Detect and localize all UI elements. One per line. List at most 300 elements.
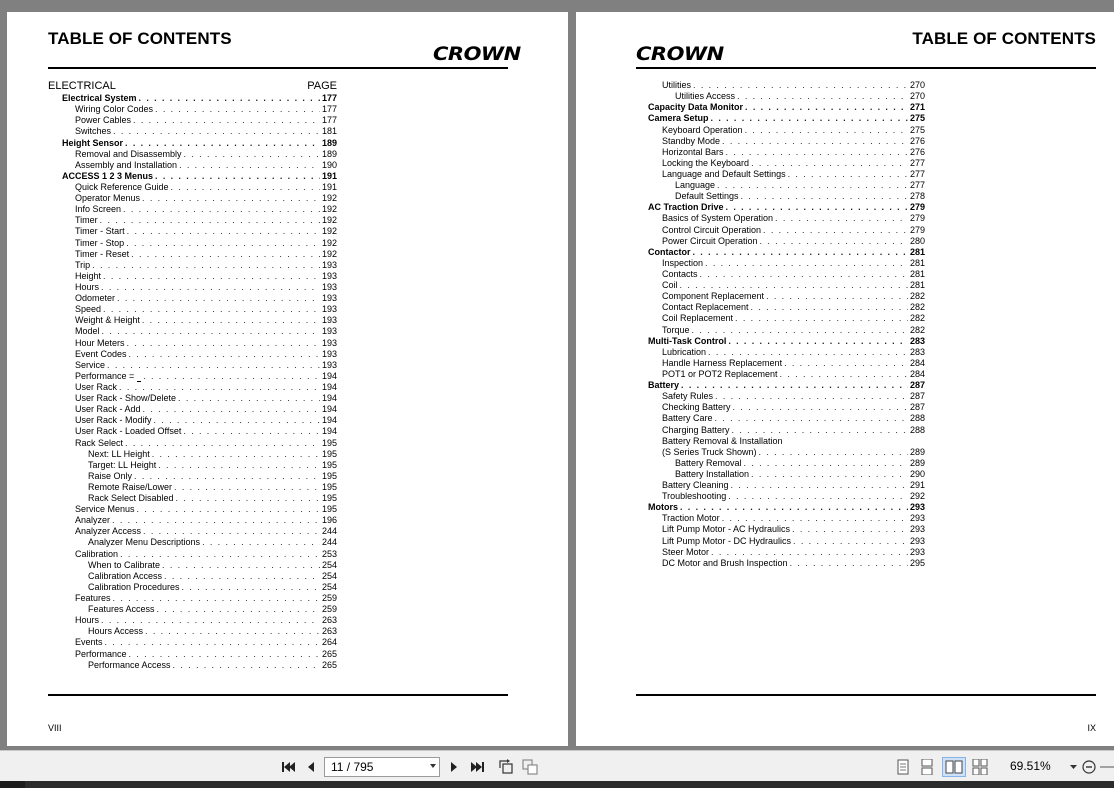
toc-entry-page: 254	[321, 559, 337, 570]
dot-leader	[143, 404, 320, 415]
toc-entry-page: 193	[321, 326, 337, 337]
toc-entry[interactable]	[48, 471, 337, 482]
toc-entry-title: AC Traction Drive	[648, 202, 724, 213]
toc-entry-title: Trip	[75, 259, 91, 270]
toc-entry[interactable]	[648, 302, 925, 313]
toc-entry-title: Wiring Color Codes	[75, 104, 154, 115]
toc-entry[interactable]	[648, 524, 925, 535]
toc-entry-title: Timer	[75, 215, 98, 226]
toc-entry[interactable]	[648, 247, 925, 258]
toc-entry-page: 194	[321, 426, 337, 437]
toc-entry[interactable]	[48, 526, 337, 537]
next-page-icon[interactable]	[446, 757, 462, 777]
toc-entry-title: Analyzer Menu Descriptions	[88, 537, 201, 548]
toc-entry[interactable]	[648, 236, 925, 247]
crown-logo: CROWN	[433, 43, 521, 65]
dot-leader	[127, 338, 320, 349]
toc-entry[interactable]	[648, 413, 925, 424]
toc-entry-page: 195	[321, 437, 337, 448]
toc-entry[interactable]	[48, 149, 337, 160]
toc-entry-page: 244	[321, 537, 337, 548]
dot-leader	[123, 204, 320, 215]
toc-entry-page: 194	[321, 370, 337, 381]
toc-entry[interactable]	[648, 180, 925, 191]
section-title: ELECTRICAL	[48, 80, 116, 92]
toc-entry-title: Language and Default Settings	[662, 168, 786, 179]
toc-entry[interactable]	[648, 324, 925, 335]
toc-entry[interactable]	[48, 604, 337, 615]
toc-entry-page: 271	[909, 102, 925, 113]
toc-entry-page: 193	[321, 293, 337, 304]
page-number: VIII	[48, 723, 62, 733]
toc-entry-page: 289	[909, 457, 925, 468]
dot-leader	[680, 502, 908, 513]
dot-leader	[728, 491, 908, 502]
dot-leader	[760, 236, 908, 247]
toc-entry[interactable]	[648, 191, 925, 202]
toc-entry-title: Operator Menus	[75, 193, 141, 204]
dot-leader	[705, 258, 908, 269]
page-number-field[interactable]	[324, 757, 440, 777]
dot-leader	[711, 113, 908, 124]
toc-entry-title: Speed	[75, 304, 102, 315]
toc-entry-title: Calibration Access	[88, 570, 163, 581]
toc-entry[interactable]	[648, 424, 925, 435]
toc-entry[interactable]	[648, 502, 925, 513]
toc-entry[interactable]	[648, 80, 925, 91]
toc-entry-title: Calibration	[75, 548, 119, 559]
toc-entry[interactable]	[648, 258, 925, 269]
toc-entry[interactable]	[648, 513, 925, 524]
toc-entry[interactable]	[648, 280, 925, 291]
toc-entry[interactable]	[48, 326, 337, 337]
toc-entry-title: Performance Access	[88, 659, 171, 670]
toc-entry[interactable]	[48, 637, 337, 648]
toc-entry[interactable]	[648, 158, 925, 169]
toc-entry[interactable]	[648, 313, 925, 324]
dot-leader	[726, 147, 908, 158]
toc-entry[interactable]	[48, 104, 337, 115]
dot-leader	[92, 260, 320, 271]
dot-leader	[184, 149, 320, 160]
toc-entry-title: Hours	[75, 615, 100, 626]
dot-leader	[693, 80, 908, 91]
toc-entry-page: 293	[909, 502, 925, 513]
toc-entry-page: 195	[321, 493, 337, 504]
toc-entry-page: 191	[321, 170, 337, 181]
toc-entry[interactable]	[648, 402, 925, 413]
toc-entry[interactable]	[648, 202, 925, 213]
dot-leader	[154, 415, 320, 426]
toc-entry-page: 177	[321, 104, 337, 115]
toc-entry-page: 193	[321, 359, 337, 370]
previous-page-icon[interactable]	[303, 757, 319, 777]
toc-entry[interactable]	[48, 337, 337, 348]
toc-entry[interactable]	[48, 515, 337, 526]
toc-entry-title: Power Circuit Operation	[662, 235, 758, 246]
toc-entry-title: Lubrication	[662, 346, 707, 357]
toc-entry[interactable]	[648, 113, 925, 124]
dot-leader	[100, 215, 320, 226]
toc-entry-title: Battery Removal	[675, 457, 742, 468]
single-page-icon[interactable]	[894, 757, 912, 777]
toc-entry-page: 259	[321, 593, 337, 604]
toc-entry-page: 193	[321, 259, 337, 270]
dot-leader	[681, 380, 908, 391]
section-heading	[48, 80, 337, 92]
toc-entry-page: 281	[909, 268, 925, 279]
toc-entry[interactable]	[648, 380, 925, 391]
toc-entry-page: 265	[321, 648, 337, 659]
facing-pages-icon[interactable]	[942, 757, 966, 777]
dot-leader	[129, 649, 320, 660]
page-title: TABLE OF CONTENTS	[48, 29, 232, 48]
dot-leader	[790, 558, 908, 569]
toc-entry[interactable]	[648, 469, 925, 480]
toc-entry-title: Features	[75, 593, 111, 604]
toc-entry[interactable]	[648, 224, 925, 235]
toc-list	[48, 93, 337, 671]
toc-entry[interactable]	[48, 460, 337, 471]
toc-entry[interactable]	[48, 660, 337, 671]
toc-entry-page: 293	[909, 535, 925, 546]
dot-leader	[155, 171, 320, 182]
dot-leader	[741, 191, 908, 202]
continuous-icon[interactable]	[918, 757, 936, 777]
dot-leader	[120, 549, 320, 560]
toc-entry[interactable]	[648, 291, 925, 302]
toc-entry-page: 192	[321, 215, 337, 226]
toc-entry-page: 290	[909, 468, 925, 479]
dot-leader	[103, 271, 320, 282]
dot-leader	[744, 458, 908, 469]
toc-entry-title: Safety Rules	[662, 391, 714, 402]
toc-entry[interactable]	[48, 582, 337, 593]
dot-leader	[162, 560, 320, 571]
toc-entry[interactable]	[648, 347, 925, 358]
toc-entry-title: Contactor	[648, 246, 691, 257]
toc-entry[interactable]	[48, 426, 337, 437]
dot-leader	[792, 524, 908, 535]
toc-entry-title: Utilities	[662, 80, 692, 91]
toc-entry-page: 263	[321, 626, 337, 637]
dot-leader	[202, 537, 320, 548]
toc-entry-title: Next: LL Height	[88, 448, 150, 459]
dot-leader	[788, 169, 908, 180]
toc-entry-title: Utilities Access	[675, 91, 736, 102]
toc-entry-title: Battery Installation	[675, 468, 750, 479]
last-page-icon[interactable]	[469, 757, 487, 777]
dot-leader	[735, 313, 908, 324]
dot-leader	[784, 358, 908, 369]
toc-entry-title: User Rack - Modify	[75, 415, 152, 426]
toc-entry-page: 283	[909, 335, 925, 346]
toc-entry-page: 270	[909, 91, 925, 102]
toc-entry[interactable]	[648, 458, 925, 469]
toc-entry[interactable]	[648, 547, 925, 558]
zoom-out-icon[interactable]	[1080, 757, 1098, 777]
toc-entry[interactable]	[48, 537, 337, 548]
toc-entry-page: 276	[909, 135, 925, 146]
toc-entry-page: 254	[321, 581, 337, 592]
toc-entry-title: Battery Cleaning	[662, 480, 729, 491]
toc-entry[interactable]	[48, 182, 337, 193]
toc-entry[interactable]	[648, 124, 925, 135]
toc-entry-page: 295	[909, 557, 925, 568]
dot-leader	[780, 369, 908, 380]
toc-entry[interactable]	[48, 360, 337, 371]
toc-entry-page: 292	[909, 491, 925, 502]
toc-entry-page: 177	[321, 93, 337, 104]
blank-underline	[137, 374, 141, 382]
toc-entry-page: 279	[909, 202, 925, 213]
dot-leader	[751, 469, 908, 480]
toc-entry-page: 282	[909, 313, 925, 324]
toc-entry-page: 289	[909, 446, 925, 457]
toc-entry[interactable]	[48, 226, 337, 237]
dot-leader	[711, 547, 908, 558]
toc-entry[interactable]	[48, 493, 337, 504]
toc-entry[interactable]	[48, 249, 337, 260]
toc-entry-page: 287	[909, 380, 925, 391]
dot-leader	[173, 660, 320, 671]
toc-entry[interactable]	[648, 391, 925, 402]
toc-entry-page: 281	[909, 257, 925, 268]
toc-entry-page: 284	[909, 368, 925, 379]
page-number: IX	[1087, 723, 1096, 733]
dot-leader	[126, 238, 320, 249]
toc-entry[interactable]	[48, 382, 337, 393]
toc-entry[interactable]	[648, 336, 925, 347]
toc-entry[interactable]	[648, 535, 925, 546]
chevron-down-icon[interactable]	[430, 764, 436, 768]
toc-entry-page: 279	[909, 224, 925, 235]
footer-rule	[636, 694, 1096, 696]
toc-entry[interactable]	[48, 504, 337, 515]
toc-entry[interactable]	[648, 136, 925, 147]
toc-entry[interactable]	[648, 558, 925, 569]
toc-entry-title: Hours	[75, 281, 100, 292]
toc-entry-page: 196	[321, 515, 337, 526]
dot-leader	[183, 426, 320, 437]
toc-entry[interactable]	[48, 482, 337, 493]
dot-leader	[737, 91, 908, 102]
toc-entry[interactable]	[48, 626, 337, 637]
page-column-label: PAGE	[307, 80, 337, 92]
dot-leader	[680, 280, 908, 291]
dot-leader	[732, 425, 908, 436]
toc-entry[interactable]	[48, 93, 337, 104]
toc-entry-title: Checking Battery	[662, 402, 731, 413]
toc-entry[interactable]	[48, 371, 337, 382]
toc-entry[interactable]	[648, 491, 925, 502]
toc-entry-page: 276	[909, 146, 925, 157]
toc-entry-page: 194	[321, 393, 337, 404]
toc-entry-page: 288	[909, 424, 925, 435]
toc-entry[interactable]	[648, 480, 925, 491]
toc-entry-page: 195	[321, 470, 337, 481]
toc-entry-title: Height Sensor	[62, 137, 124, 148]
toc-entry-title: Battery Care	[662, 413, 713, 424]
toc-entry-page: 193	[321, 270, 337, 281]
toc-entry[interactable]	[648, 358, 925, 369]
toc-entry[interactable]	[48, 449, 337, 460]
toc-entry[interactable]	[648, 436, 925, 447]
zoom-slider-track[interactable]	[1100, 757, 1114, 777]
toc-entry-title: Horizontal Bars	[662, 146, 724, 157]
toc-entry-title: Odometer	[75, 293, 116, 304]
toc-entry-page: 193	[321, 348, 337, 359]
toc-entry-title: Control Circuit Operation	[662, 224, 762, 235]
toc-entry[interactable]	[48, 437, 337, 448]
dot-leader	[715, 391, 908, 402]
toc-entry-title: Language	[675, 180, 716, 191]
toc-entry-page: 282	[909, 324, 925, 335]
toc-entry[interactable]	[48, 137, 337, 148]
status-bar-accent	[0, 781, 25, 788]
toc-entry-page: 263	[321, 615, 337, 626]
toc-entry-title: Removal and Disassembly	[75, 148, 182, 159]
toc-entry[interactable]	[48, 548, 337, 559]
toc-entry[interactable]	[48, 126, 337, 137]
toc-entry[interactable]	[48, 260, 337, 271]
toc-entry[interactable]	[648, 102, 925, 113]
toc-entry[interactable]	[48, 648, 337, 659]
toc-entry-page: 282	[909, 291, 925, 302]
dot-leader	[119, 382, 320, 393]
header-rule	[636, 67, 1096, 69]
continuous-facing-icon[interactable]	[970, 757, 990, 777]
dot-leader	[731, 480, 908, 491]
dot-leader	[174, 482, 320, 493]
zoom-level[interactable]: 69.51%	[1010, 759, 1051, 773]
toc-entry-title: Height	[75, 270, 102, 281]
dot-leader	[102, 326, 320, 337]
first-page-icon[interactable]	[279, 757, 297, 777]
toc-entry[interactable]	[48, 615, 337, 626]
toc-entry[interactable]	[48, 115, 337, 126]
dot-leader	[726, 202, 908, 213]
toc-entry-title: Hours Access	[88, 626, 144, 637]
toc-entry-title: Battery	[648, 380, 680, 391]
toc-entry[interactable]	[648, 213, 925, 224]
toc-entry-page: 265	[321, 659, 337, 670]
dot-leader	[178, 393, 320, 404]
toc-entry[interactable]	[48, 271, 337, 282]
dot-leader	[722, 136, 908, 147]
toc-entry-title: Info Screen	[75, 204, 122, 215]
toc-entry-page: 288	[909, 413, 925, 424]
toc-entry[interactable]	[48, 415, 337, 426]
toc-entry[interactable]	[648, 91, 925, 102]
toc-entry-title: POT1 or POT2 Replacement	[662, 368, 778, 379]
toc-entry[interactable]	[648, 169, 925, 180]
toc-entry-page: 275	[909, 124, 925, 135]
zoom-dropdown-icon[interactable]	[1068, 757, 1078, 777]
dot-leader	[751, 302, 908, 313]
toc-entry-page: 293	[909, 513, 925, 524]
toc-entry-page: 181	[321, 126, 337, 137]
toc-entry[interactable]	[48, 393, 337, 404]
dot-leader	[145, 626, 320, 637]
toc-entry-title: ACCESS 1 2 3 Menus	[62, 170, 154, 181]
dot-leader	[700, 269, 908, 280]
toc-entry[interactable]	[48, 560, 337, 571]
toc-entry[interactable]	[48, 215, 337, 226]
toc-entry-title: (S Series Truck Shown)	[662, 446, 757, 457]
dot-leader	[112, 515, 320, 526]
toc-entry[interactable]	[48, 282, 337, 293]
toc-entry[interactable]	[48, 293, 337, 304]
dot-leader	[708, 347, 908, 358]
toc-entry-title: User Rack - Add	[75, 404, 141, 415]
dot-leader	[105, 637, 320, 648]
toc-entry-title: Rack Select Disabled	[88, 493, 174, 504]
toc-entry[interactable]	[48, 171, 337, 182]
toc-entry-title: Model	[75, 326, 100, 337]
toc-entry[interactable]	[48, 160, 337, 171]
header-rule	[48, 67, 508, 69]
toc-entry-title: Weight & Height	[75, 315, 140, 326]
toc-entry[interactable]	[48, 315, 337, 326]
toc-entry[interactable]	[648, 447, 925, 458]
dot-leader	[158, 460, 320, 471]
toc-entry-page: 281	[909, 280, 925, 291]
toc-entry[interactable]	[648, 369, 925, 380]
dot-leader	[101, 282, 320, 293]
toc-entry[interactable]	[48, 204, 337, 215]
toc-entry-title: Torque	[662, 324, 690, 335]
toc-entry[interactable]	[48, 349, 337, 360]
toc-entry-page: 277	[909, 157, 925, 168]
toc-entry-title: Default Settings	[675, 191, 739, 202]
toc-entry[interactable]	[48, 571, 337, 582]
rotate-icon[interactable]	[496, 757, 516, 777]
toc-entry-title: Coil	[662, 280, 678, 291]
dot-leader	[107, 360, 320, 371]
toc-entry-page: 192	[321, 204, 337, 215]
toc-entry-page: 195	[321, 504, 337, 515]
dot-leader	[793, 536, 908, 547]
copy-icon[interactable]	[520, 757, 540, 777]
dot-leader	[155, 104, 320, 115]
toc-entry[interactable]	[48, 193, 337, 204]
toc-entry-title: Remote Raise/Lower	[88, 481, 173, 492]
dot-leader	[113, 126, 320, 137]
toc-entry-page: 270	[909, 80, 925, 91]
toc-entry-title: Traction Motor	[662, 513, 720, 524]
dot-leader	[164, 571, 320, 582]
toc-entry[interactable]	[48, 304, 337, 315]
dot-leader	[142, 193, 320, 204]
toc-entry[interactable]	[648, 269, 925, 280]
toc-entry[interactable]	[48, 237, 337, 248]
toc-entry[interactable]	[648, 147, 925, 158]
dot-leader	[133, 115, 320, 126]
dot-leader	[101, 615, 320, 626]
toc-entry-title: Performance =	[75, 370, 135, 381]
toc-entry-title: Target: LL Height	[88, 459, 157, 470]
toc-entry-title: Locking the Keyboard	[662, 157, 750, 168]
toc-entry-page: 193	[321, 315, 337, 326]
toc-entry-title: Assembly and Installation	[75, 159, 178, 170]
toc-entry[interactable]	[48, 593, 337, 604]
toc-entry-page: 281	[909, 246, 925, 257]
toc-entry-title: Charging Battery	[662, 424, 730, 435]
toc-entry[interactable]	[48, 404, 337, 415]
dot-leader	[176, 493, 320, 504]
toc-entry-page: 291	[909, 480, 925, 491]
